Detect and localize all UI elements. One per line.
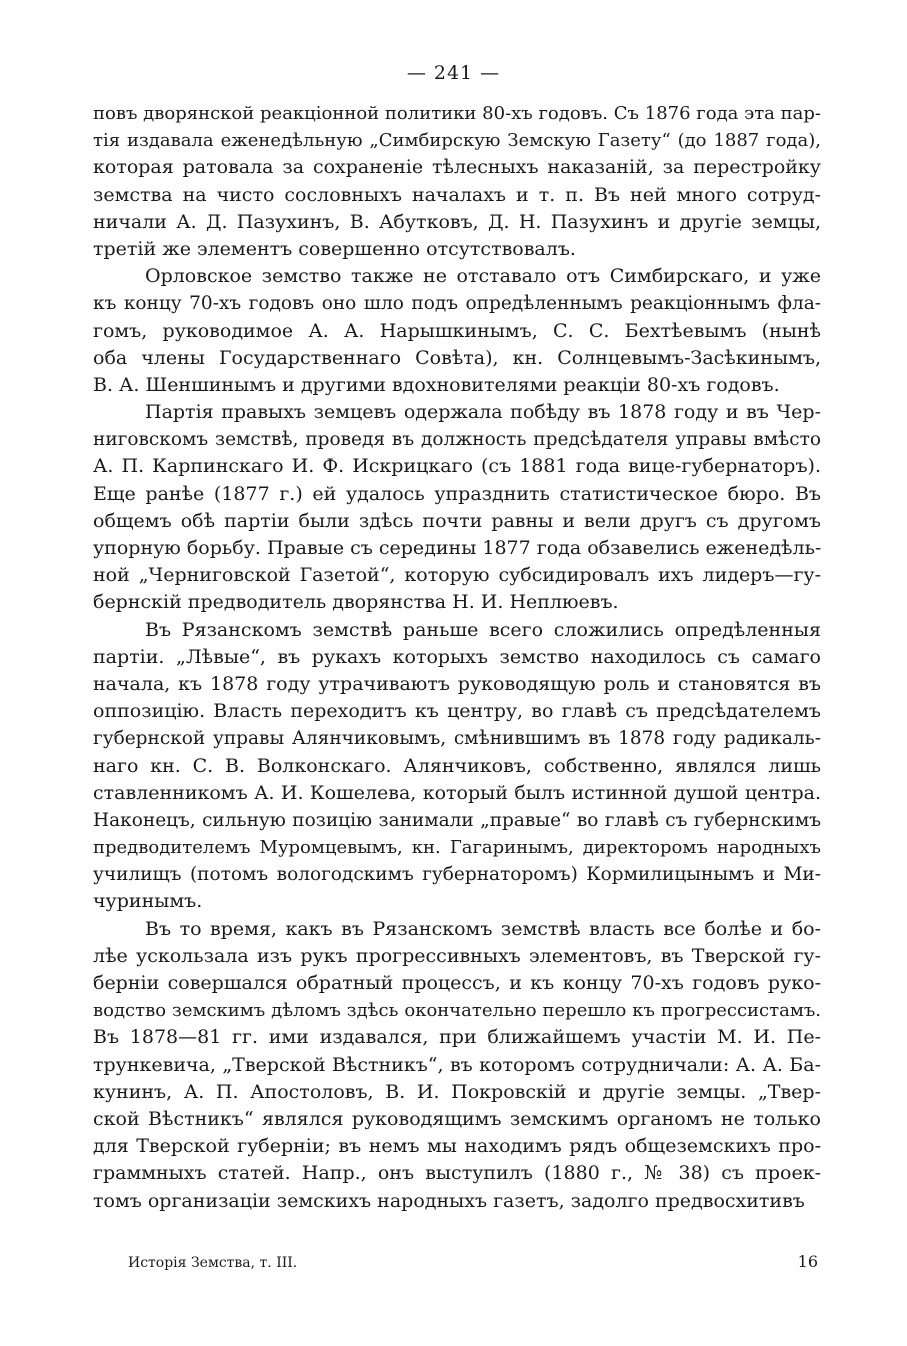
- text-line: которая ратовала за сохраненіе тѣлесныхъ наказаній, за перестройку: [93, 156, 821, 179]
- text-line: трункевича, „Тверской Вѣстникъ“, въ которомъ сотрудничали: А. А. Ба-: [93, 1053, 821, 1076]
- text-line: ской Вѣстникъ“ являлся руководящимъ земскимъ органомъ не только: [93, 1107, 821, 1130]
- text-line: къ концу 70-хъ годовъ оно шло подъ опредѣленнымъ реакціоннымъ фла-: [93, 293, 821, 315]
- text-line: партіи. „Лѣвые“, въ рукахъ которыхъ земство находилось съ самаго: [93, 645, 821, 668]
- text-line: томъ организаціи земскихъ народныхъ газетъ, задолго предвосхитивъ: [93, 1189, 805, 1212]
- text-line: Въ Рязанскомъ земствѣ раньше всего сложились опредѣленныя: [145, 618, 821, 641]
- text-line: оба члены Государственнаго Совѣта), кн. Солнцевымъ-Засѣкинымъ,: [93, 346, 821, 369]
- text-line: губернской управы Алянчиковымъ, смѣнившимъ въ 1878 году радикаль-: [93, 728, 821, 750]
- text-line: берніи совершался обратный процессъ, и къ концу 70-хъ годовъ руко-: [93, 972, 821, 994]
- paragraph: [93, 617, 821, 916]
- paragraph: [93, 263, 821, 399]
- text-line: для Тверской губерніи; въ немъ мы находимъ рядъ общеземскихъ про-: [93, 1135, 821, 1158]
- text-line: Партія правыхъ земцевъ одержала побѣду въ 1878 году и въ Чер-: [145, 401, 821, 424]
- text-line: чуринымъ.: [93, 890, 203, 913]
- text-line: ставленникомъ А. И. Кошелева, который былъ истинной душой центра.: [93, 781, 821, 804]
- page-footer: [128, 1252, 818, 1279]
- text-line: Въ 1878—81 гг. ими издавался, при ближайшемъ участіи М. И. Пе-: [93, 1026, 821, 1049]
- text-line: водство земскимъ дѣломъ здѣсь окончательно перешло къ прогрессистамъ.: [93, 1000, 821, 1022]
- text-line: Еще ранѣе (1877 г.) ей удалось упразднить статистическое бюро. Въ: [93, 482, 821, 505]
- text-line: наго кн. С. В. Волконскаго. Алянчиковъ, собственно, являлся лишь: [93, 754, 821, 777]
- text-line: Наконецъ, сильную позицію занимали „правые“ во главѣ съ губернскимъ: [93, 809, 821, 831]
- text-line: начала, къ 1878 году утрачиваютъ руководящую роль и становятся въ: [93, 672, 821, 695]
- text-line: третій же элементъ совершенно отсутствовалъ.: [93, 237, 576, 260]
- paragraph: [93, 399, 821, 617]
- text-line: ничали А. Д. Пазухинъ, В. Абутковъ, Д. Н. Пазухинъ и другіе земцы,: [93, 210, 821, 233]
- text-line: Орловское земство также не отставало отъ Симбирскаго, и уже: [145, 265, 821, 288]
- text-line: земства на чисто сословныхъ началахъ и т. п. Въ ней много сотруд-: [93, 183, 821, 206]
- paragraph: [93, 100, 821, 263]
- text-line: ниговскомъ земствѣ, проведя въ должность предсѣдателя управы вмѣсто: [93, 429, 821, 451]
- text-line: ной „Черниговской Газетой“, которую субсидировалъ ихъ лидеръ—гу-: [93, 564, 821, 587]
- text-line: граммныхъ статей. Напр., онъ выступилъ (1880 г., № 38) съ проек-: [93, 1162, 821, 1185]
- text-line: тія издавала еженедѣльную „Симбирскую Земскую Газету“ (до 1887 года),: [93, 130, 821, 152]
- text-line: В. А. Шеншинымъ и другими вдохновителями реакціи 80-хъ годовъ.: [93, 373, 780, 396]
- body-text: [93, 100, 821, 1215]
- text-line: оппозицію. Власть переходитъ къ центру, во главѣ съ предсѣдателемъ: [93, 700, 821, 723]
- text-line: лѣе ускользала изъ рукъ прогрессивныхъ элементовъ, въ Тверской гу-: [93, 944, 821, 967]
- text-line: повъ дворянской реакціонной политики 80-хъ годовъ. Съ 1876 года эта пар-: [93, 103, 821, 124]
- text-line: кунинъ, А. П. Апостоловъ, В. И. Покровскій и другіе земцы. „Твер-: [93, 1080, 821, 1103]
- text-line: предводителемъ Муромцевымъ, кн. Гагаринымъ, директоромъ народныхъ: [93, 837, 821, 859]
- paragraph: [93, 916, 821, 1215]
- text-line: общемъ обѣ партіи были здѣсь почти равны и вели другъ съ другомъ: [93, 509, 821, 532]
- signature-mark: 16: [797, 1252, 818, 1271]
- text-line: училищъ (потомъ вологодскимъ губернаторомъ) Кормилицынымъ и Ми-: [93, 864, 821, 886]
- page-number: — 241 —: [406, 62, 501, 84]
- text-line: упорную борьбу. Правые съ середины 1877 года обзавелись еженедѣль-: [93, 537, 822, 559]
- text-line: гомъ, руководимое А. А. Нарышкинымъ, С. С. Бехтѣевымъ (нынѣ: [93, 319, 821, 342]
- text-line: Въ то время, какъ въ Рязанскомъ земствѣ власть все болѣе и бо-: [145, 917, 821, 940]
- text-line: бернскій предводитель дворянства Н. И. Неплюевъ.: [93, 591, 619, 614]
- text-line: А. П. Карпинскаго И. Ф. Искрицкаго (съ 1881 года вице-губернаторъ).: [93, 455, 821, 478]
- footer-book-title: Исторія Земства, т. III.: [128, 1255, 298, 1271]
